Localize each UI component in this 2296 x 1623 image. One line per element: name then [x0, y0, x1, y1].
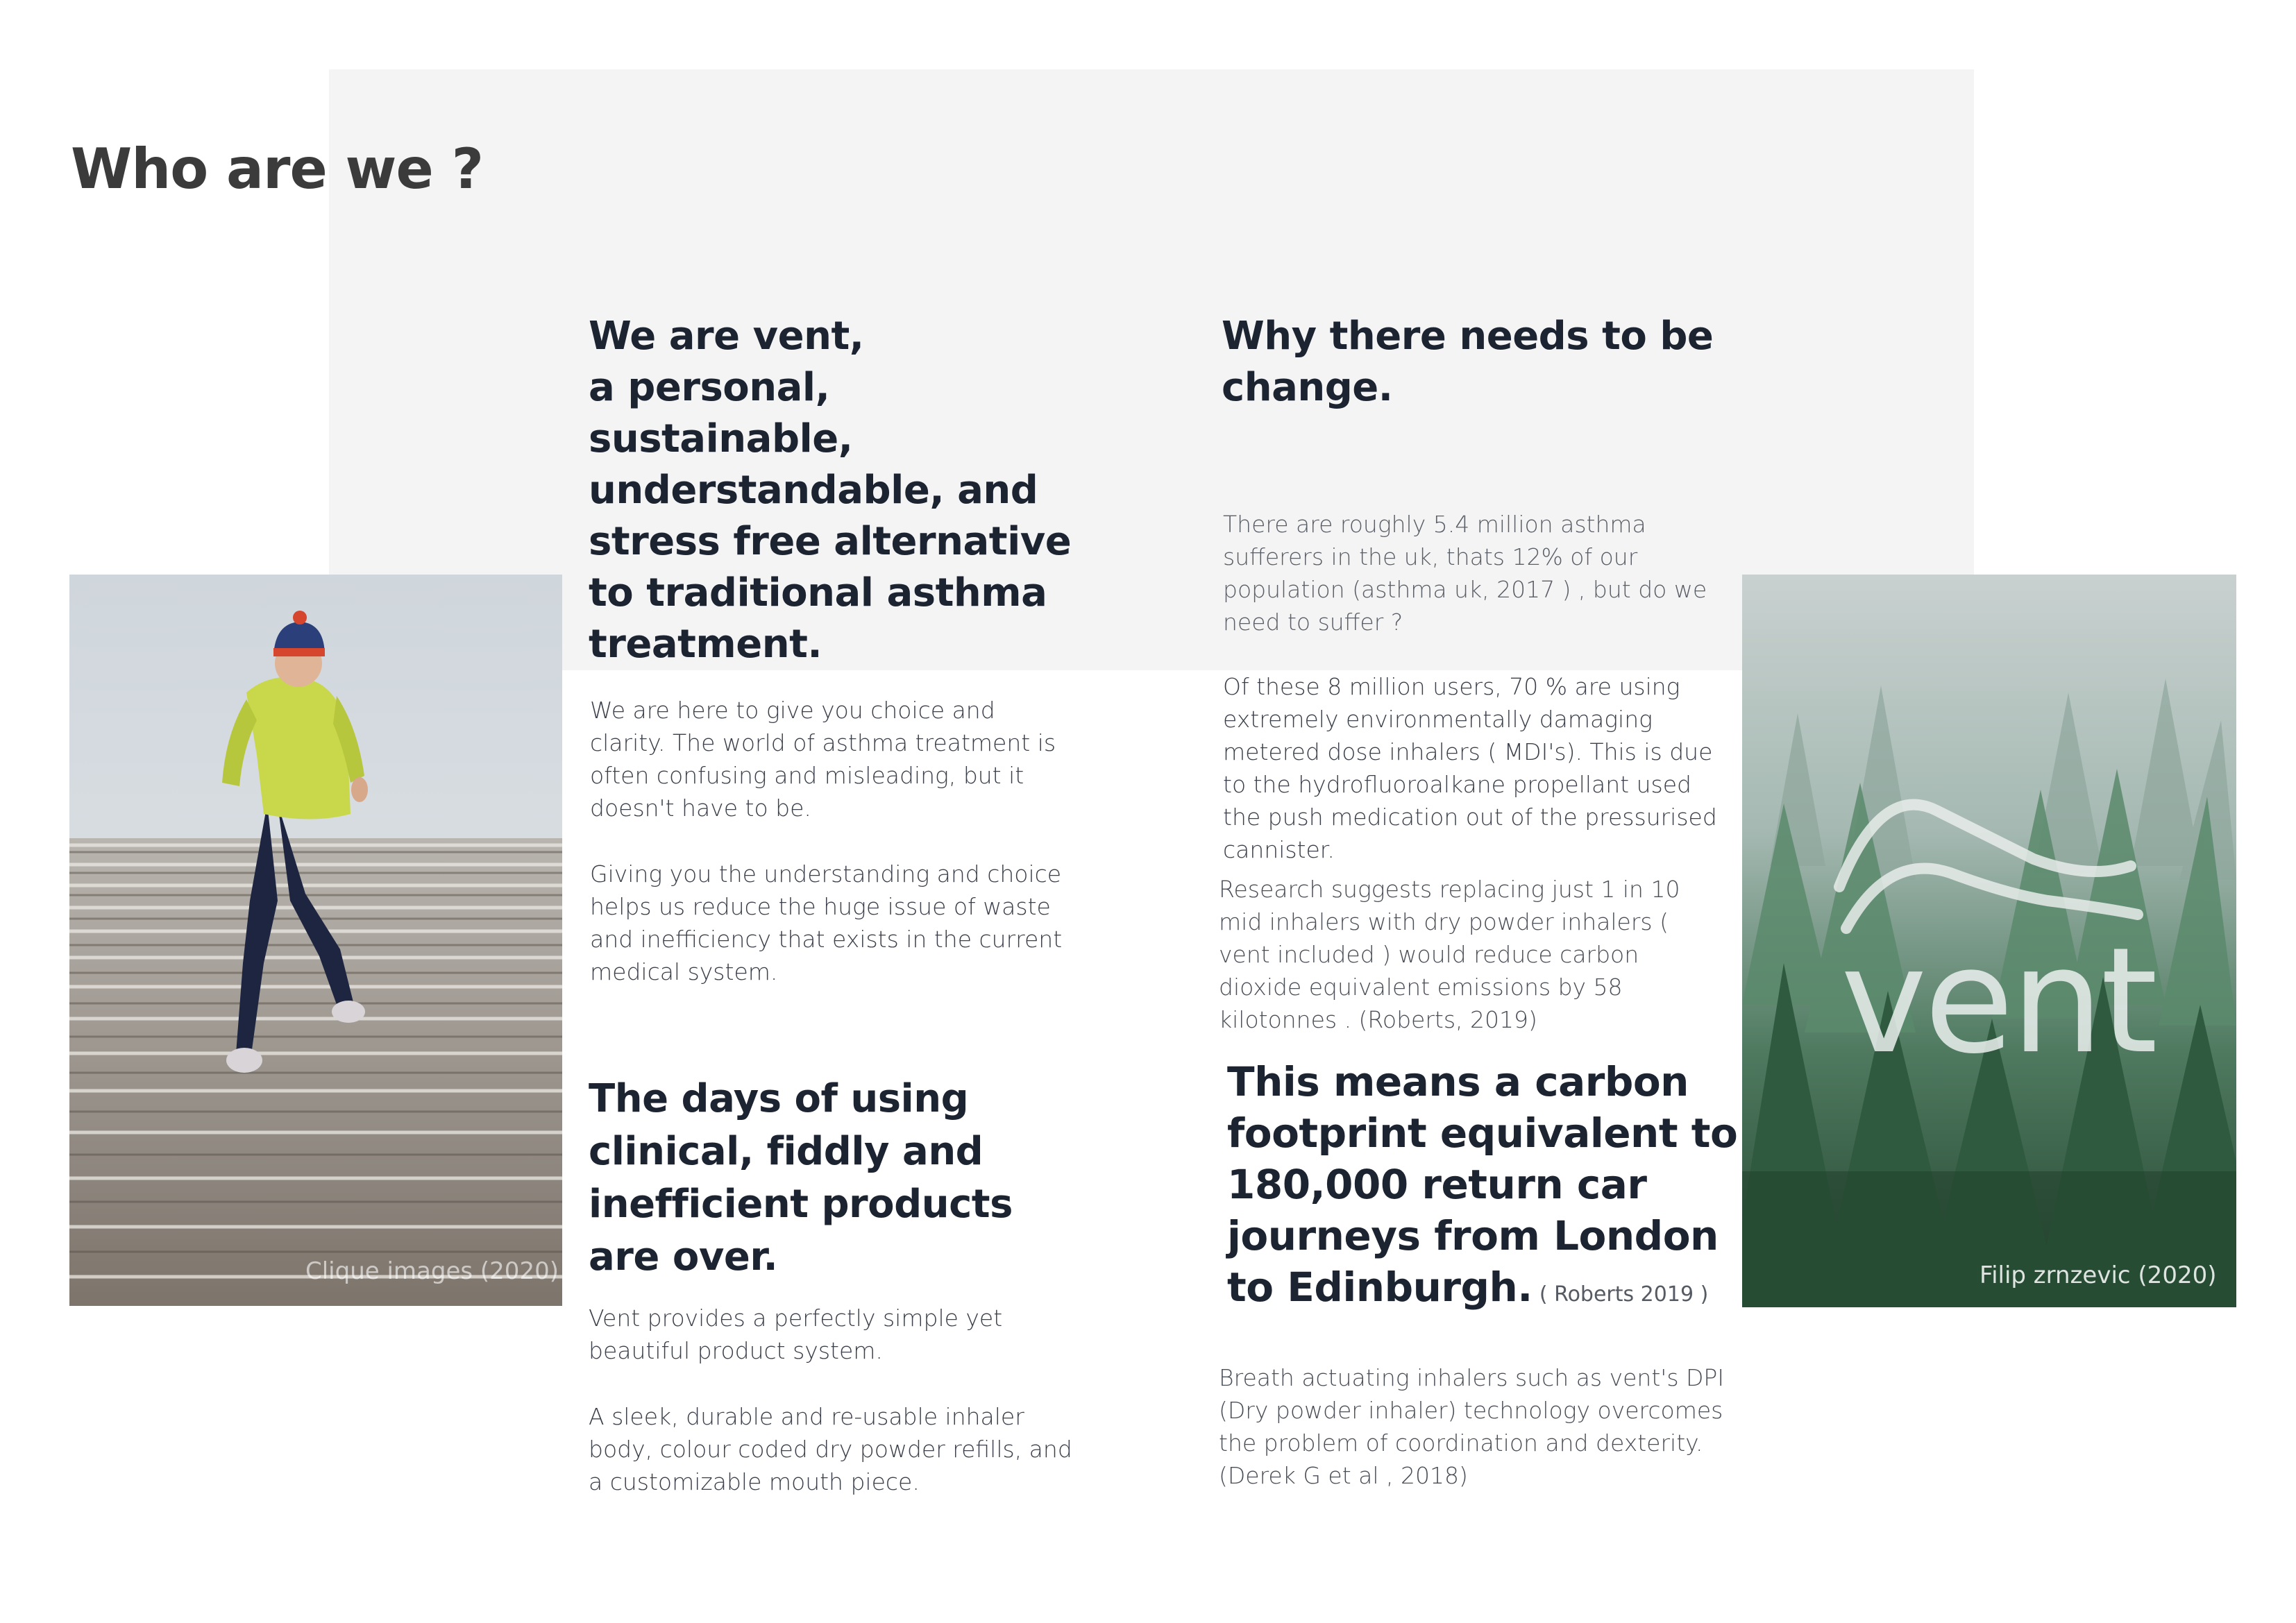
carbon-citation: ( Roberts 2019 ) [1539, 1282, 1709, 1307]
provides-paragraph: Vent provides a perfectly simple yet beautiful product system. [589, 1305, 1003, 1364]
vent-logo-text: vent [1841, 916, 2155, 1086]
days-heading: The days of using clinical, fiddly and inefficient products are over. [589, 1076, 1013, 1280]
choice-paragraph: We are here to give you choice and clarity. The world of asthma treatment is often confusing and misleading, but it doesn't have to be. [590, 697, 1056, 822]
users-paragraph: Of these 8 million users, 70 % are using extremely environmentally damaging metered dose inhalers ( MDI's). This is due to the hydrofluoroalkane propellant used the push medication out of the pressurised cannister. [1223, 673, 1717, 863]
carbon-heading-text: This means a carbon footprint equivalent to 180,000 return car journeys from London to Edinburgh. [1227, 1058, 1738, 1311]
intro-heading: We are vent, a personal, sustainable, understandable, and stress free alternative to traditional asthma treatment. [589, 314, 1072, 667]
research-paragraph: Research suggests replacing just 1 in 10 mid inhalers with dry powder inhalers ( vent included ) would reduce carbon dioxide equivalent emissions by 58 kilotonnes . (Roberts, 2019) [1219, 876, 1680, 1033]
grey-background-panel [329, 69, 1974, 670]
understanding-paragraph: Giving you the understanding and choice helps us reduce the huge issue of waste and inefficiency that exists in the current medical system. [590, 860, 1063, 985]
runner-photo-caption: Clique images (2020) [305, 1257, 559, 1285]
why-heading: Why there needs to be change. [1222, 314, 1714, 410]
breath-paragraph: Breath actuating inhalers such as vent's DPI (Dry powder inhaler) technology overcomes the problem of coordination and dexterity. (Derek G et al , 2018) [1219, 1364, 1725, 1489]
forest-photo [1742, 575, 2236, 1307]
runner-on-stairs-icon [69, 575, 562, 1306]
runner-photo [69, 575, 562, 1306]
sleek-paragraph: A sleek, durable and re-usable inhaler body, colour coded dry powder refills, and a customizable mouth piece. [589, 1403, 1072, 1495]
page-title: Who are we ? [71, 137, 483, 201]
forest-photo-caption: Filip zrnzevic (2020) [1980, 1261, 2217, 1289]
roughly-paragraph: There are roughly 5.4 million asthma sufferers in the uk, thats 12% of our population (asthma uk, 2017 ) , but do we need to suffer ? [1223, 511, 1707, 636]
carbon-heading [1227, 1056, 1755, 1320]
